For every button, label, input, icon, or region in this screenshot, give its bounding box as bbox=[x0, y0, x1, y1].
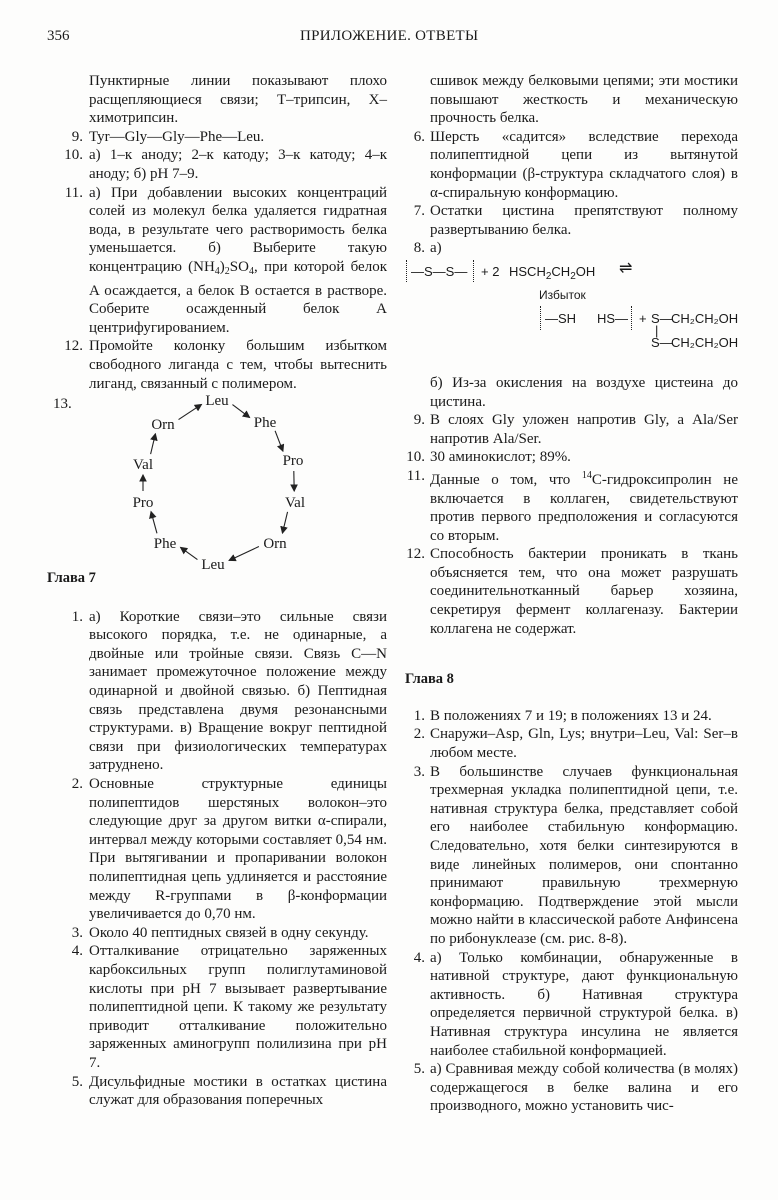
item-text: 30 аминокислот; 89%. bbox=[430, 449, 571, 466]
intro-paragraph: Пунктирные линии показывают плохо расщепляющиеся связи; Т–трипсин, Х–химотрипсин. bbox=[89, 73, 387, 127]
answer-item bbox=[47, 942, 387, 1072]
item-text: Остатки цистина препятствуют полному развертыванию белка. bbox=[430, 203, 738, 238]
item-number: 3. bbox=[413, 763, 425, 780]
item-number: 9. bbox=[71, 128, 83, 145]
residue-label: Val bbox=[133, 457, 153, 474]
item-8b: б) Из-за окисления на воздухе цистеина до цистина. bbox=[430, 374, 738, 410]
disulfide-bond: —S—S— bbox=[411, 263, 468, 279]
answer-item bbox=[405, 202, 738, 239]
item-number: 7. bbox=[413, 203, 425, 220]
item-text: SO bbox=[229, 258, 249, 275]
chapter-7-heading: Глава 7 bbox=[47, 570, 96, 587]
item-number: 5. bbox=[413, 1061, 425, 1078]
answer-item bbox=[405, 448, 738, 467]
subscript: 2 bbox=[570, 270, 576, 282]
cycle-svg bbox=[47, 393, 387, 569]
item-text: Способность бактерии проникать в ткань объясняется тем, что она может разрушать соединительнотканный барьер хозяина, секретируя фермент коллагеназу. Бактерии коллагена не содержат. bbox=[430, 546, 738, 637]
residue-label: Leu bbox=[205, 393, 229, 410]
continuation-paragraph: сшивок между белковыми цепями; эти мостики повышают жесткость и механическую прочность белка. bbox=[430, 73, 738, 127]
peptide-bond-arrow bbox=[151, 512, 157, 534]
plus-sign: + bbox=[639, 310, 647, 326]
formula-part: OH bbox=[575, 263, 596, 279]
item-number: 3. bbox=[71, 924, 83, 941]
formula-part: HSCH bbox=[509, 263, 546, 279]
item-number: 5. bbox=[71, 1073, 83, 1090]
answer-item bbox=[405, 128, 738, 202]
answer-item bbox=[47, 337, 387, 393]
peptide-bond-arrow bbox=[232, 405, 249, 418]
chain-boundary bbox=[473, 260, 477, 282]
item-text: Отталкивание отрицательно заряженных карбоксильных групп полиглутаминовой кислоты при pH 7 вызывает развертывание полипептидной цепи. К такому же результату приводит отталкивание положительно заряженных аминогрупп полилизина при pH 7. bbox=[89, 943, 387, 1071]
item-text: Данные о том, что bbox=[430, 471, 582, 488]
item-number: 11. bbox=[406, 467, 425, 484]
chain-bottom: CH₂CH₂OH bbox=[671, 334, 739, 350]
chain-boundary bbox=[406, 260, 410, 282]
answer-item bbox=[405, 707, 738, 726]
peptide-bond-arrow bbox=[282, 512, 287, 533]
item-number: 1. bbox=[413, 707, 425, 724]
answer-item bbox=[47, 128, 387, 147]
item-number: 12. bbox=[64, 338, 83, 355]
item-text: В положениях 7 и 19; в положениях 13 и 24. bbox=[430, 707, 712, 724]
item-text: В большинстве случаев функциональная трехмерная укладка полипептидной цепи, т.е. нативная структура белка, представляет собой его наиболее стабильную конформацию. Следовательно, хотя белки синтезируются в виде линейных полимеров, они спонтанно принимают правильную трехмерную конформацию. Подтверждение этой мысли можно найти в классической работе Анфинсена по рибонуклеазе (см. рис. 8-8). bbox=[430, 763, 738, 947]
item-number: 11. bbox=[64, 184, 83, 201]
item-number: 4. bbox=[413, 949, 425, 966]
residue-label: Val bbox=[285, 495, 305, 512]
item-text: а) Сравнивая между собой количества (в молях) содержащегося в белке валина и его производного, можно установить чис- bbox=[430, 1061, 738, 1115]
residue-label: Orn bbox=[151, 417, 175, 434]
thiol-left: —SH bbox=[545, 310, 577, 326]
peptide-bond-arrow bbox=[179, 405, 202, 420]
chain-boundary bbox=[631, 306, 635, 330]
mercaptoethanol bbox=[509, 263, 595, 287]
left-column bbox=[47, 72, 387, 1110]
residue-label: Phe bbox=[253, 415, 277, 432]
residue-label: Leu bbox=[201, 557, 225, 570]
answer-item bbox=[405, 725, 738, 762]
plus-sign: + 2 bbox=[481, 263, 500, 279]
chapter-8-heading: Глава 8 bbox=[405, 671, 454, 688]
item-number: 6. bbox=[413, 128, 425, 145]
answer-item bbox=[405, 949, 738, 1061]
subscript: 2 bbox=[224, 265, 230, 277]
residue-label: Orn bbox=[263, 536, 287, 553]
residue-label: Pro bbox=[132, 495, 154, 512]
answer-item bbox=[405, 545, 738, 638]
formula-part: CH bbox=[551, 263, 571, 279]
peptide-bond-arrow bbox=[151, 434, 156, 454]
item-text: а) bbox=[430, 240, 442, 257]
item-number: 2. bbox=[413, 726, 425, 743]
residue-label: Pro bbox=[282, 453, 304, 470]
item-number: 10. bbox=[406, 449, 425, 466]
answer-item bbox=[47, 184, 387, 338]
item-number: 8. bbox=[413, 240, 425, 257]
thiol-right: HS— bbox=[597, 310, 629, 326]
answer-item bbox=[47, 775, 387, 924]
item-number: 13. bbox=[53, 396, 72, 413]
subscript: 4 bbox=[248, 265, 254, 277]
item-text: Около 40 пептидных связей в одну секунду. bbox=[89, 924, 369, 941]
peptide-bond-arrow bbox=[229, 547, 259, 561]
disulfide-reduction-equation bbox=[405, 258, 738, 374]
superscript: 14 bbox=[581, 469, 592, 481]
residue-label: Phe bbox=[153, 536, 177, 553]
item-number: 9. bbox=[413, 412, 425, 429]
item-number: 2. bbox=[71, 776, 83, 793]
chain-boundary bbox=[540, 306, 544, 330]
right-column bbox=[405, 72, 738, 1116]
item-text: В слоях Gly уложен напротив Gly, а Ala/Ser напротив Ala/Ser. bbox=[430, 412, 738, 447]
item-text: а) 1–к аноду; 2–к катоду; 3–к катоду; 4–к аноду; б) pH 7–9. bbox=[89, 147, 387, 182]
item-number: 12. bbox=[406, 546, 425, 563]
answer-item bbox=[405, 467, 738, 545]
item-text: Шерсть «садится» вследствие перехода полипептидной цепи из вытянутой конформации (β-структура складчатого слоя) в α-спиральную конформацию. bbox=[430, 128, 738, 201]
item-number: 4. bbox=[71, 943, 83, 960]
s-s-bond: | bbox=[655, 322, 659, 338]
excess-label: Избыток bbox=[539, 287, 586, 302]
item-text: а) Короткие связи–это сильные связи высокого порядка, т.е. не одинарные, а двойные или тройные связи. Связь C—N занимает промежуточное положение между одинарной и двойной связью. б) Пептидная связь представлена двумя резонансными структурами. в) Вращение вокруг пептидной связи при физиологических температурах затруднено. bbox=[89, 608, 387, 774]
item-text: Основные структурные единицы полипептидов шерстяных волокон–это следующие друг за другом витки α-спирали, интервал между которыми составляет 0,54 нм. При вытягивании и пропаривании волокон полипептидная цепь удлиняется и расстояние между R-группами в β-конформации увеличивается до 0,70 нм. bbox=[89, 776, 387, 923]
item-text: Дисульфидные мостики в остатках цистина служат для образования поперечных bbox=[89, 1073, 387, 1109]
item-text: C-гидроксипролин не включается в коллаген, свидетельствуют против первого предположения и согласуются со вторым. bbox=[430, 471, 738, 544]
answer-item bbox=[47, 146, 387, 183]
item-text: Снаружи–Asp, Gln, Lys; внутри–Leu, Val: Ser–в любом месте. bbox=[430, 726, 738, 762]
item-text: ) bbox=[219, 258, 225, 275]
item-text: Tyr—Gly—Gly—Phe—Leu. bbox=[89, 128, 265, 145]
answer-item bbox=[405, 411, 738, 448]
peptide-bond-arrow bbox=[275, 431, 283, 451]
answer-item bbox=[405, 1060, 738, 1116]
subscript: 4 bbox=[214, 265, 220, 277]
answer-item bbox=[405, 763, 738, 949]
item-text: а) При добавлении высоких концентраций солей из молекул белка удаляется гидратная вода, в результате чего растворимость белка уменьшается. б) Выберите такую концентрацию (NH bbox=[89, 184, 387, 275]
chain-top: CH₂CH₂OH bbox=[671, 310, 739, 326]
item-number: 1. bbox=[71, 608, 83, 625]
cyclic-peptide-diagram bbox=[47, 393, 387, 569]
item-text: Промойте колонку большим избытком свободного лиганда с тем, чтобы вытеснить лиганд, связанный с полимером. bbox=[89, 338, 387, 392]
running-header: ПРИЛОЖЕНИЕ. ОТВЕТЫ bbox=[300, 28, 479, 44]
sulfur-top: S— bbox=[651, 310, 673, 326]
equilibrium-arrow: ⇌ bbox=[619, 259, 633, 277]
item-text: а) Только комбинации, обнаруженные в нативной структуре, дают функциональную активность. б) Нативная структура определяется первичной структурой белка. в) Нативная структура инсулина не является наиболее стабильной конформацией. bbox=[430, 949, 738, 1059]
subscript: 2 bbox=[545, 270, 552, 282]
sulfur-bottom: S— bbox=[651, 334, 673, 350]
peptide-bond-arrow bbox=[181, 548, 198, 560]
answer-item bbox=[47, 1073, 387, 1110]
item-text: , при которой белок A осаждается, а белок B остается в растворе. Соберите осажденный белок A центрифугированием. bbox=[89, 258, 387, 336]
answer-item bbox=[47, 608, 387, 775]
answer-item bbox=[405, 239, 738, 258]
item-number: 10. bbox=[64, 147, 83, 164]
page-number: 356 bbox=[47, 28, 70, 44]
answer-item bbox=[47, 924, 387, 943]
